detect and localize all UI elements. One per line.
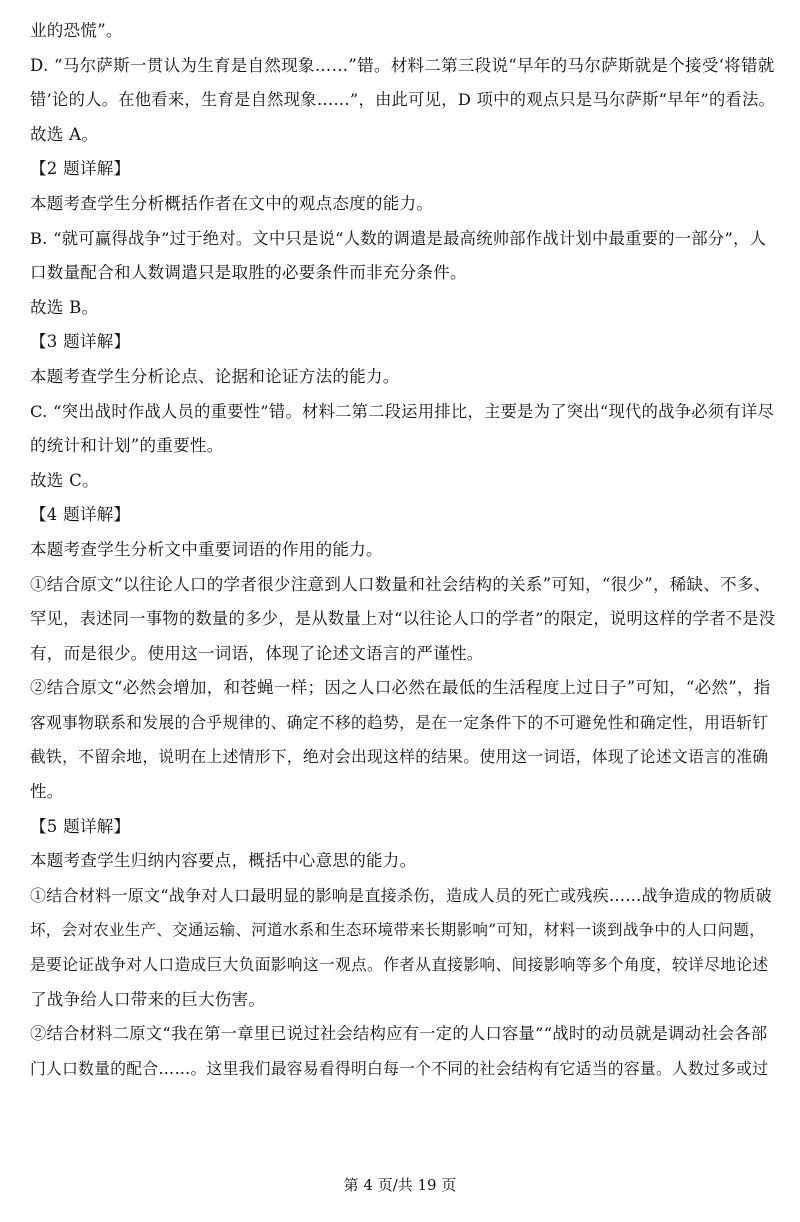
text-line: 门人口数量的配合……。这里我们最容易看得明白每一个不同的社会结构有它适当的容量。人数过多或过 [30, 1058, 769, 1078]
section-heading: 【4 题详解】 [30, 505, 131, 525]
page-number-footer: 第 4 页/共 19 页 [343, 1176, 457, 1194]
text-line: 错’论的人。在他看来，生育是自然现象……”，由此可见，D 项中的观点只是马尔萨斯“早年”的看法。 [30, 90, 775, 110]
text-line: ①结合材料一原文“战争对人口最明显的影响是直接杀伤，造成人员的死亡或残疾……战争造成的物质破 [30, 885, 772, 905]
section-heading: 【3 题详解】 [30, 332, 131, 352]
text-line: C. “突出战时作战人员的重要性”错。材料二第二段运用排比，主要是为了突出“现代的战争必须有详尽 [30, 401, 775, 421]
section-heading: 【5 题详解】 [30, 816, 131, 836]
text-line: 本题考查学生分析概括作者在文中的观点态度的能力。 [30, 193, 434, 213]
text-line: 的统计和计划”的重要性。 [30, 436, 224, 456]
text-line: 了战争给人口带来的巨大伤害。 [30, 989, 266, 1009]
section-heading: 【2 题详解】 [30, 159, 131, 179]
text-line: 坏，会对农业生产、交通运输、河道水系和生态环境带来长期影响”可知，材料一谈到战争中的人口问题， [30, 921, 766, 940]
text-line: ②结合材料二原文“我在第一章里已说过社会结构应有一定的人口容量”“战时的动员就是调动社会各部 [30, 1024, 768, 1044]
text-line: 故选 B。 [30, 297, 99, 317]
text-line: 故选 A。 [30, 124, 99, 144]
text-line: 故选 C。 [30, 470, 99, 490]
text-line: 本题考查学生分析论点、论据和论证方法的能力。 [30, 366, 400, 386]
text-line: 本题考查学生分析文中重要词语的作用的能力。 [30, 539, 383, 559]
text-line: 业的恐慌”。 [30, 21, 123, 40]
text-line: D. “马尔萨斯一贯认为生育是自然现象……”错。材料二第三段说“早年的马尔萨斯就是个接受‘将错就 [30, 55, 775, 75]
text-line: 罕见，表述同一事物的数量的多少，是从数量上对“以往论人口的学者”的限定，说明这样的学者不是没 [30, 609, 775, 629]
document-body [30, 14, 775, 1086]
text-line: 性。 [30, 782, 64, 802]
text-line: ②结合原文“必然会增加，和苍蝇一样；因之人口必然在最低的生活程度上过日子”可知，“必然”，指 [30, 678, 771, 698]
text-line: 是要论证战争对人口造成巨大负面影响这一观点。作者从直接影响、间接影响等多个角度，较详尽地论述 [30, 955, 769, 975]
text-line: 有，而是很少。使用这一词语，体现了论述文语言的严谨性。 [30, 643, 484, 663]
text-line: 本题考查学生归纳内容要点，概括中心意思的能力。 [30, 851, 417, 871]
text-line: ①结合原文“以往论人口的学者很少注意到人口数量和社会结构的关系”可知，“很少”，稀缺、不多、 [30, 574, 771, 594]
text-line: 截铁，不留余地，说明在上述情形下，绝对会出现这样的结果。使用这一词语，体现了论述文语言的准确 [30, 747, 769, 767]
text-line: 客观事物联系和发展的合乎规律的、确定不移的趋势，是在一定条件下的不可避免性和确定性，用语斩钉 [30, 712, 769, 732]
text-line: B. “就可赢得战争”过于绝对。文中只是说“人数的调遣是最高统帅部作战计划中最重要的一部分”，人 [30, 228, 767, 248]
text-line: 口数量配合和人数调遣只是取胜的必要条件而非充分条件。 [30, 263, 467, 283]
